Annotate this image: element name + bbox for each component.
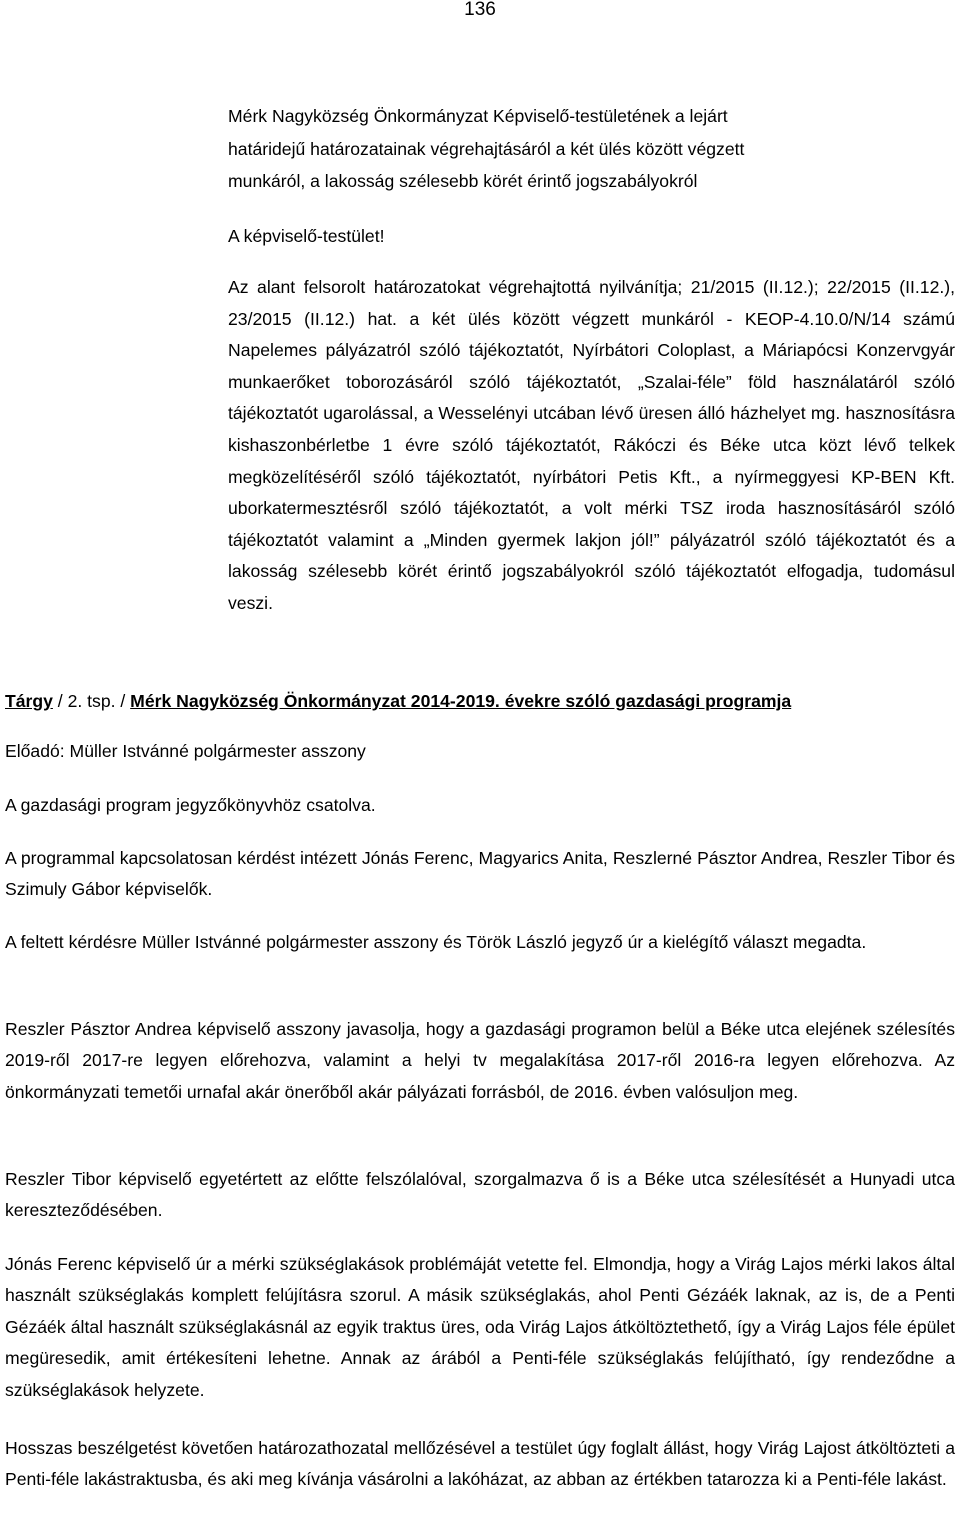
resolution-paragraph: Hosszas beszélgetést követően határozathozatal mellőzésével a testület úgy foglalt állást, hogy Virág Lajost átköltözteti a Penti-féle lakástraktusba, és aki meg kívánja vásárolni a lakóházat, az abban az értékben tatarozza ki a Penti-féle lakást.: [5, 1438, 955, 1490]
intro-title-line-1: Mérk Nagyközség Önkormányzat Képviselő-testületének a lejárt: [228, 106, 728, 126]
agenda-subject: Mérk Nagyközség Önkormányzat 2014-2019. évekre szóló gazdasági programja: [130, 691, 792, 711]
agenda-heading: [5, 686, 791, 716]
intro-title-line-3: munkáról, a lakosság szélesebb körét érintő jogszabályokról: [228, 171, 698, 191]
support-paragraph: Reszler Tibor képviselő egyetértett az előtte felszólalóval, szorgalmazva ő is a Béke utca szélesítését a Hunyadi utca kereszteződésében.: [5, 1169, 955, 1221]
answer-paragraph: A feltett kérdésre Müller Istvánné polgármester asszony és Török László jegyző úr a kielégítő választ megadta.: [5, 932, 867, 952]
agenda-label: Tárgy: [5, 691, 53, 711]
presenter-line: Előadó: Müller Istvánné polgármester asszony: [5, 741, 366, 761]
decision-paragraph: Az alant felsorolt határozatokat végrehajtottá nyilvánítja; 21/2015 (II.12.); 22/2015 (II.12.), 23/2015 (II.12.) hat. a két ülés között végzett munkáról - KEOP-4.10.0/N/14 számú Napelemes pályázatról szóló tájékoztatót, Nyírbátori Coloplast, a Máriapócsi Konzervgyár munkaerőket toborozásáról szóló tájékoztatót, „Szalai-féle” föld használatáról szóló tájékoztatót ugarolással, a Wesselényi utcában lévő üresen álló házhelyet mg. hasznosításra kishaszonbérletbe 1 évre szóló tájékoztatót, Rákóczi és Béke utca közt lévő telkek megközelítéséről szóló tájékoztatót, nyírbátori Petis Kft., a nyírmeggyesi KP-BEN Kft. uborkatermesztésről szóló tájékoztatót, a volt mérki TSZ iroda hasznosításáról szóló tájékoztatót valamint a „Minden gyermek lakjon jól!” pályázatról szóló tájékoztatót és a lakosság szélesebb körét érintő jogszabályokról szóló tájékoztatót elfogadja, tudomásul veszi.: [228, 277, 955, 613]
attachment-note: A gazdasági program jegyzőkönyvhöz csatolva.: [5, 795, 376, 815]
agenda-separator: / 2. tsp. /: [52, 691, 131, 711]
proposal-paragraph: Reszler Pásztor Andrea képviselő asszony javasolja, hogy a gazdasági programon belül a Béke utca elejének szélesítés 2019-ről 2017-re legyen előrehozva, valamint a helyi tv megalakítása 2017-ről 2016-ra legyen előrehozva. Az önkormányzati temetői urnafal akár önerőből akár pályázati forrásból, de 2016. évben valósuljon meg.: [5, 1019, 955, 1102]
salutation: A képviselő-testület!: [228, 226, 385, 246]
page-number: 136: [464, 0, 496, 20]
intro-title-line-2: határidejű határozatainak végrehajtásáról a két ülés között végzett: [228, 139, 745, 159]
questions-paragraph: A programmal kapcsolatosan kérdést intézett Jónás Ferenc, Magyarics Anita, Reszlerné Pásztor Andrea, Reszler Tibor és Szimuly Gábor képviselők.: [5, 848, 955, 900]
emergency-housing-paragraph: Jónás Ferenc képviselő úr a mérki szükséglakások problémáját vetette fel. Elmondja, hogy a Virág Lajos mérki lakos által használt szükséglakás komplett felújításra szorul. A másik szükséglakás, ahol Penti Gézáék laknak, az is, de a Penti Gézáék által használt szükséglakásnál az egyik traktus üres, oda Virág Lajos átköltöztethető, így a Virág Lajos féle épület megüresedik, amit értékesíteni lehetne. Annak az árából a Penti-féle szükséglakás felújítható, így rendeződne a szükséglakások helyzete.: [5, 1254, 955, 1400]
